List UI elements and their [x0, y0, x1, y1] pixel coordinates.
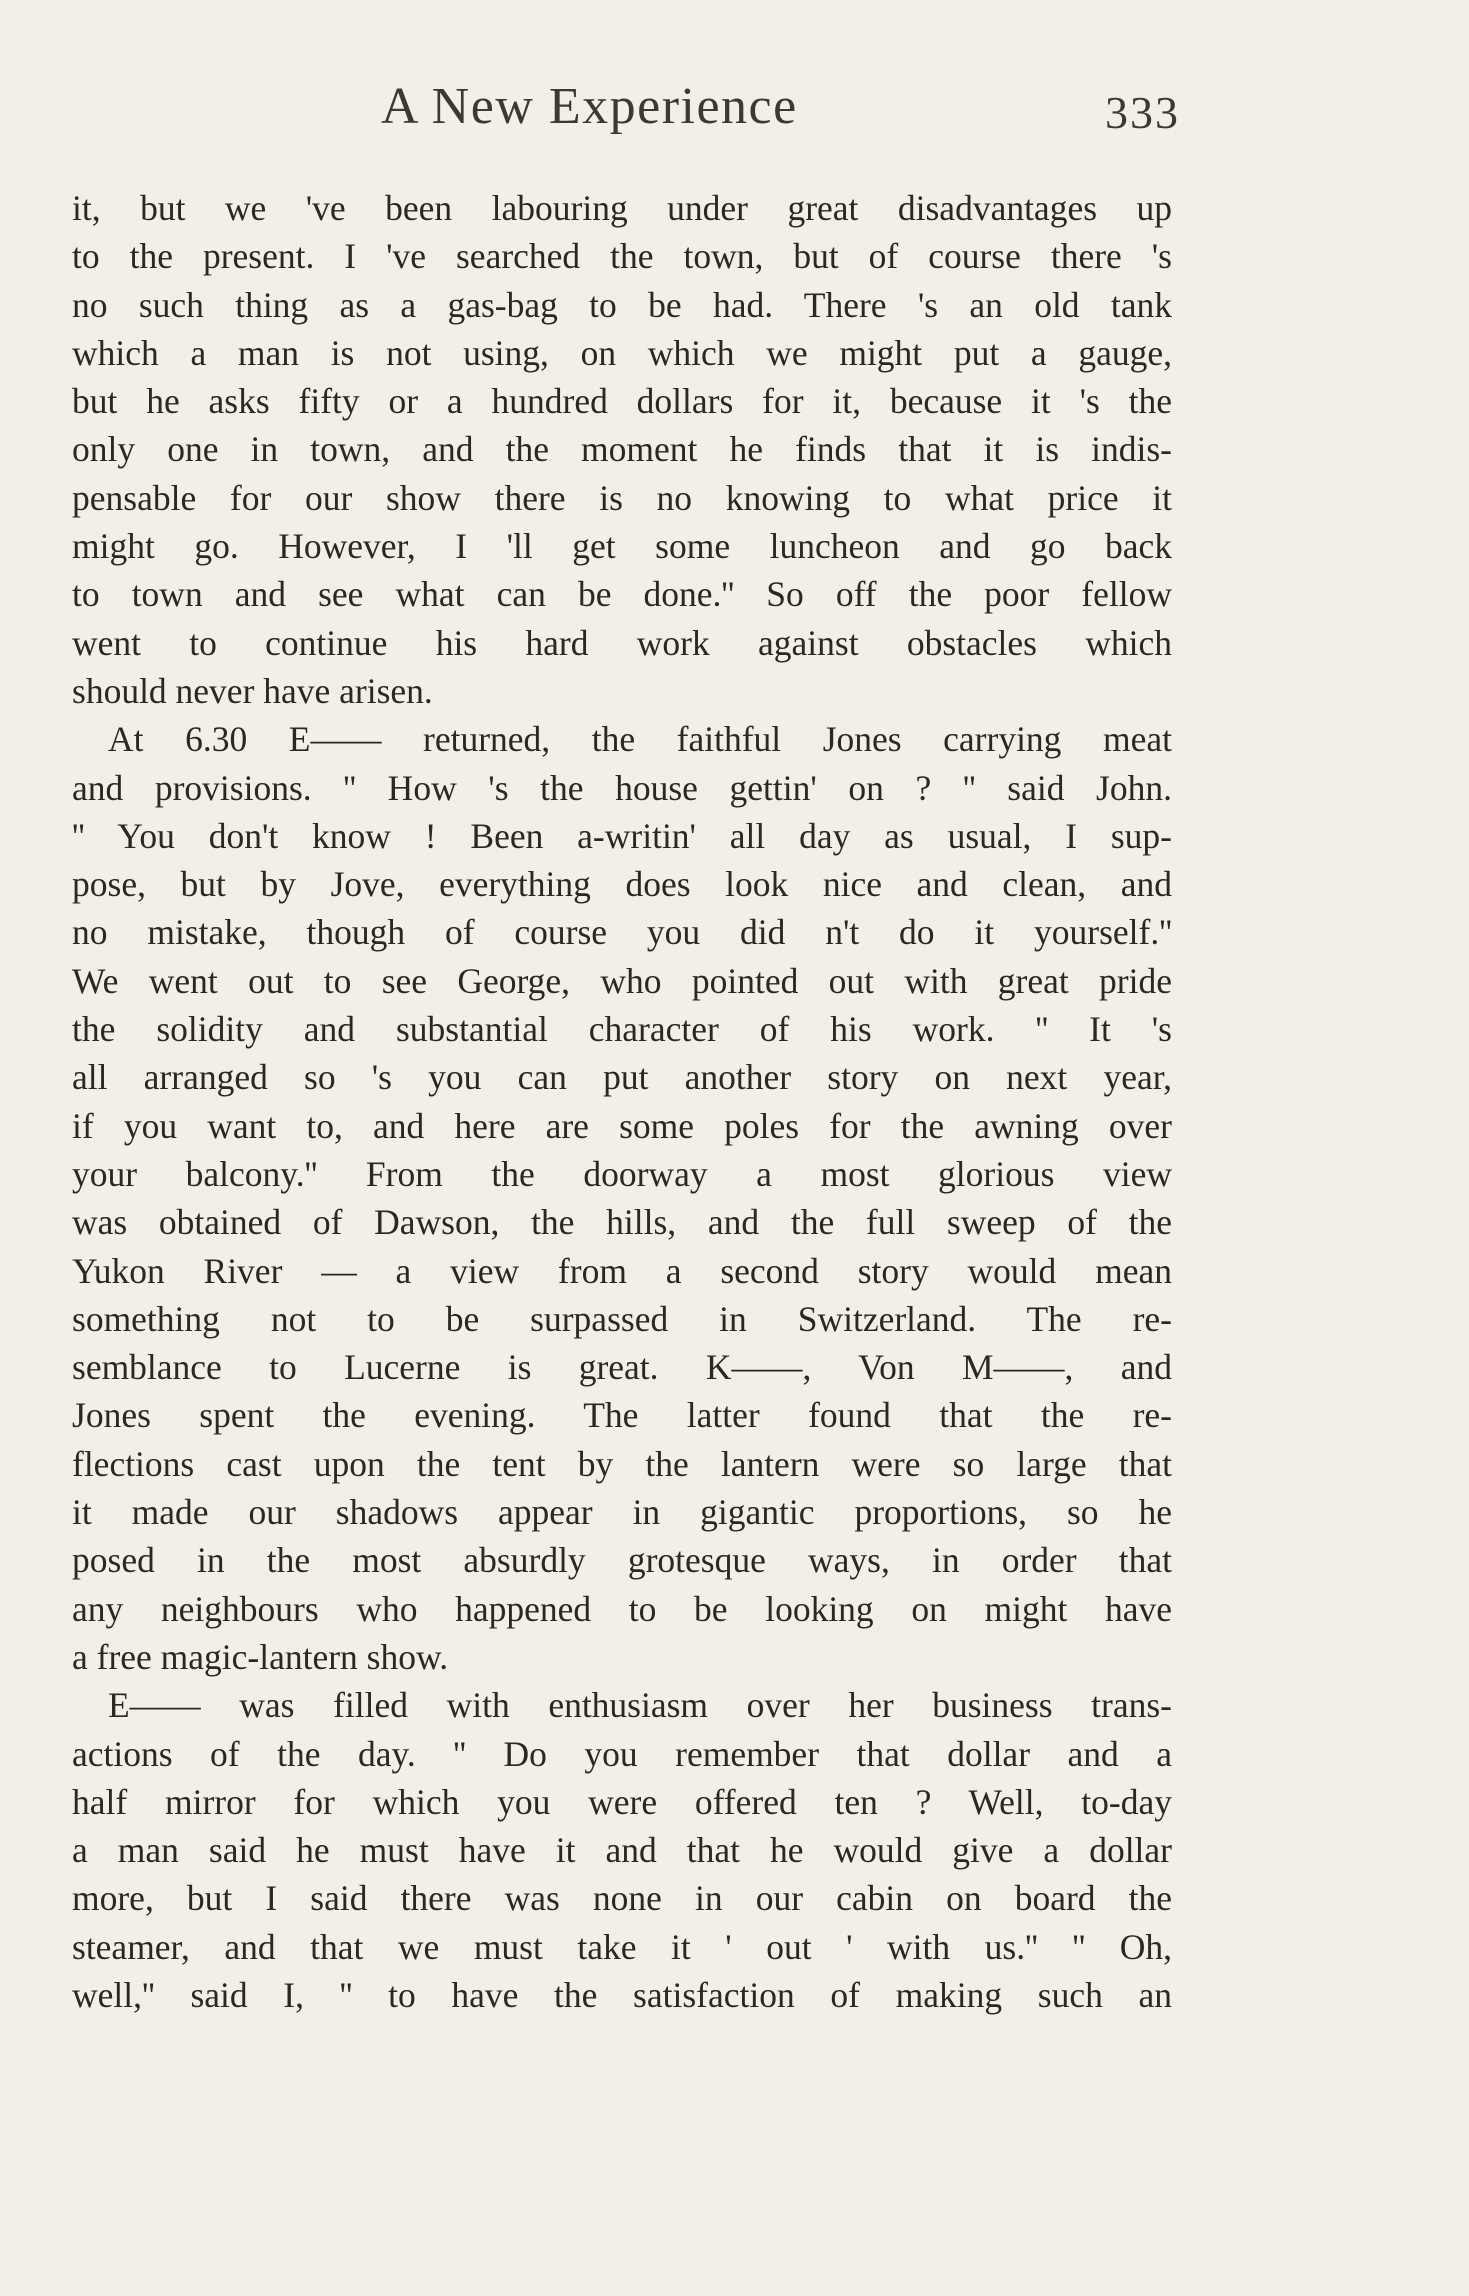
text-line: well,'' said I, '' to have the satisfaction of making such an: [72, 1974, 1172, 2015]
text-line: flections cast upon the tent by the lantern were so large that: [72, 1443, 1172, 1484]
text-line: might go. However, I 'll get some luncheon and go back: [72, 526, 1172, 567]
text-line: only one in town, and the moment he finds that it is indis-: [72, 429, 1172, 470]
text-line: a free magic-lantern show.: [72, 1636, 449, 1677]
text-line: was obtained of Dawson, the hills, and the full sweep of the: [72, 1202, 1172, 1243]
text-line: no such thing as a gas-bag to be had. There 's an old tank: [72, 284, 1172, 325]
text-line: posed in the most absurdly grotesque ways, in order that: [72, 1540, 1172, 1581]
text-line: Jones spent the evening. The latter found that the re-: [72, 1395, 1172, 1436]
text-line: steamer, and that we must take it ' out ' with us.'' '' Oh,: [72, 1926, 1172, 1967]
text-line: a man said he must have it and that he would give a dollar: [72, 1830, 1172, 1871]
text-line: actions of the day. '' Do you remember that dollar and a: [72, 1733, 1172, 1774]
text-line: We went out to see George, who pointed out with great pride: [72, 960, 1172, 1001]
text-line: to the present. I 've searched the town, but of course there 's: [72, 236, 1172, 277]
text-line: no mistake, though of course you did n't do it yourself.'': [72, 912, 1172, 953]
text-line: pensable for our show there is no knowing to what price it: [72, 477, 1172, 518]
text-line: pose, but by Jove, everything does look nice and clean, and: [72, 864, 1172, 905]
text-line: to town and see what can be done.'' So off the poor fellow: [72, 574, 1172, 615]
text-line: more, but I said there was none in our cabin on board the: [72, 1878, 1172, 1919]
text-line: your balcony.'' From the doorway a most glorious view: [72, 1153, 1172, 1194]
running-head: [70, 72, 1180, 142]
page-title: A New Experience: [381, 78, 798, 135]
text-line: the solidity and substantial character of his work. '' It 's: [72, 1009, 1172, 1050]
text-line: all arranged so 's you can put another story on next year,: [72, 1057, 1172, 1098]
text-line: it made our shadows appear in gigantic proportions, so he: [72, 1492, 1172, 1533]
text-line: any neighbours who happened to be looking on might have: [72, 1588, 1172, 1629]
page-number: 333: [1105, 87, 1180, 138]
text-line: E—— was filled with enthusiasm over her business trans-: [108, 1685, 1172, 1726]
text-line: half mirror for which you were offered ten ? Well, to-day: [72, 1781, 1172, 1822]
text-line: something not to be surpassed in Switzerland. The re-: [72, 1298, 1172, 1339]
text-line: should never have arisen.: [72, 670, 433, 711]
text-line: if you want to, and here are some poles for the awning over: [72, 1105, 1172, 1146]
text-line: At 6.30 E—— returned, the faithful Jones carrying meat: [108, 719, 1172, 760]
text-line: went to continue his hard work against obstacles which: [72, 622, 1172, 663]
text-line: it, but we 've been labouring under great disadvantages up: [72, 188, 1172, 228]
text-line: which a man is not using, on which we might put a gauge,: [72, 332, 1172, 373]
text-line: '' You don't know ! Been a-writin' all day as usual, I sup-: [72, 815, 1172, 856]
text-line: semblance to Lucerne is great. K——, Von M——, and: [72, 1347, 1172, 1388]
text-line: Yukon River — a view from a second story would mean: [72, 1250, 1172, 1291]
body-text: [72, 184, 1172, 2019]
text-line: but he asks fifty or a hundred dollars for it, because it 's the: [72, 381, 1172, 422]
text-line: and provisions. '' How 's the house gettin' on ? '' said John.: [72, 767, 1172, 808]
